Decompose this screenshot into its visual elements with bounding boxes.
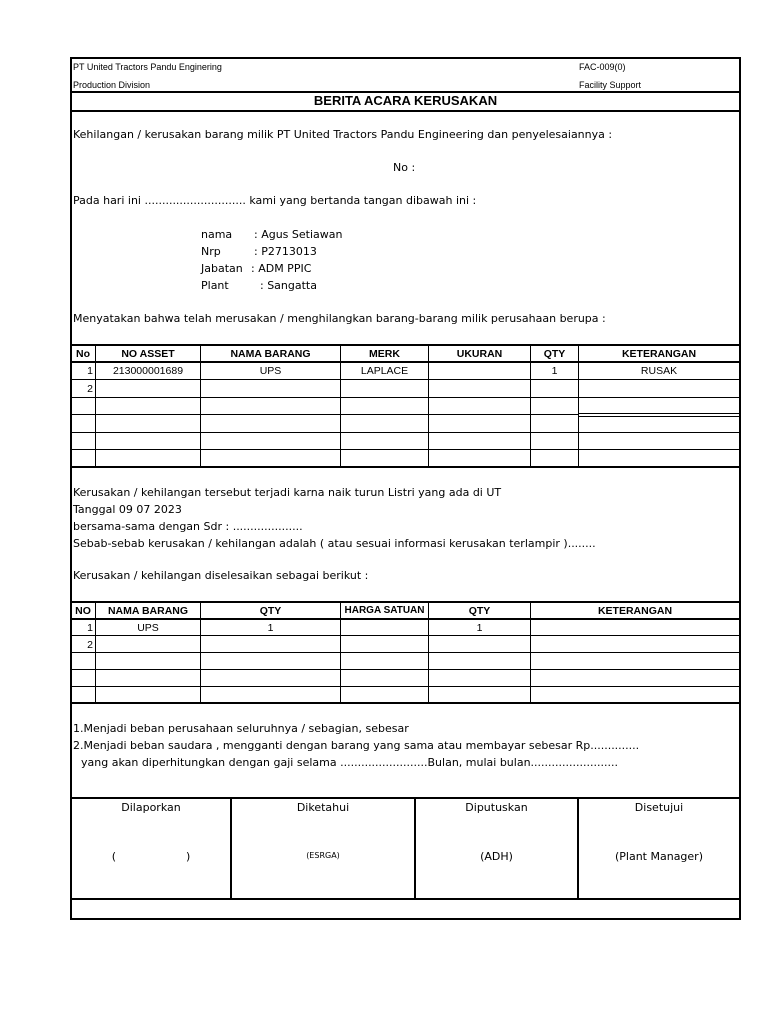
cause-date: Tanggal 09 07 2023 (73, 503, 182, 516)
t1-header-keterangan: KETERANGAN (621, 348, 697, 360)
settlement-option-2: 2.Menjadi beban saudara , mengganti dengan barang yang sama atau membayar sebesar Rp.............. (73, 739, 640, 752)
t2-row1-nama: UPS (137, 622, 159, 634)
t1-row1-keterangan: RUSAK (640, 365, 678, 377)
settlement-option-1: 1.Menjadi beban perusahaan seluruhnya / sebagian, sebesar (73, 722, 409, 735)
t2-header-harga: HARGA SATUAN (344, 605, 425, 616)
jabatan-label: Jabatan (201, 262, 243, 275)
plant-value: : Sangatta (260, 279, 317, 292)
t2-row1-qty2: 1 (476, 622, 483, 634)
t1-row-line (70, 414, 578, 415)
page-title: BERITA ACARA KERUSAKAN (313, 93, 498, 108)
t1-row-line (70, 432, 741, 433)
t1-row1-nama: UPS (259, 365, 282, 377)
t2-header-qty2: QTY (468, 605, 491, 617)
plant-label: Plant (201, 279, 229, 292)
settlement-option-2b: yang akan diperhitungkan dengan gaji selama .........................Bulan, mulai bulan......................... (81, 756, 618, 769)
resolution-intro: Kerusakan / kehilangan diselesaikan sebagai berikut : (73, 569, 369, 582)
sig-top (70, 797, 741, 799)
jabatan-value: : ADM PPIC (251, 262, 312, 275)
t2-header-qty: QTY (259, 605, 282, 617)
cause-reason: Sebab-sebab kerusakan / kehilangan adalah ( atau sesuai informasi kerusakan terlampir )........ (73, 537, 596, 550)
t1-row-line (70, 379, 741, 380)
t1-col (428, 345, 429, 467)
sig-dilaporkan-label: Dilaporkan (121, 801, 181, 814)
t1-row2-no: 2 (87, 383, 93, 395)
t1-row-line (578, 416, 740, 417)
t1-row1-no: 1 (87, 365, 93, 377)
cause-line: Kerusakan / kehilangan tersebut terjadi karna naik turun Listri yang ada di UT (73, 486, 502, 499)
nrp-label: Nrp (201, 245, 221, 258)
t2-row2-no: 2 (87, 639, 93, 651)
intro-line: Kehilangan / kerusakan barang milik PT United Tractors Pandu Engineering dan penyelesaiannya : (73, 128, 613, 141)
sig-disetujui-label: Disetujui (634, 801, 684, 814)
frame-top (70, 57, 741, 59)
t1-header-nama: NAMA BARANG (230, 348, 311, 360)
division-name: Production Division (73, 80, 151, 90)
t2-header-no: NO (75, 605, 91, 617)
t2-bottom (70, 702, 741, 704)
cause-witness: bersama-sama dengan Sdr : .................... (73, 520, 303, 533)
t2-row-line (70, 686, 741, 687)
nama-label: nama (201, 228, 233, 241)
t1-row-line (578, 413, 740, 414)
no-label: No : (393, 161, 416, 174)
t2-row1-qty: 1 (267, 622, 274, 634)
t1-row1-asset: 213000001689 (112, 365, 184, 377)
doc-code: FAC-009(0) (579, 62, 626, 72)
frame-left (70, 57, 72, 920)
title-divider (70, 110, 741, 112)
sig-bottom (70, 898, 741, 900)
t1-header-merk: MERK (369, 348, 400, 360)
sig-disetujui-name: (Plant Manager) (614, 850, 703, 863)
t1-row-line (70, 397, 578, 398)
t2-header-nama: NAMA BARANG (107, 605, 189, 617)
company-name: PT United Tractors Pandu Enginering (73, 62, 222, 72)
t1-row-line (578, 397, 740, 398)
frame-right (739, 57, 741, 920)
statement-line: Menyatakan bahwa telah merusakan / menghilangkan barang-barang milik perusahaan berupa : (73, 312, 606, 325)
t1-header-qty: QTY (543, 348, 566, 360)
t2-row-line (70, 652, 741, 653)
t1-row1-qty: 1 (551, 365, 558, 377)
nama-value: : Agus Setiawan (254, 228, 343, 241)
t1-header-asset: NO ASSET (121, 348, 175, 360)
sig-diputuskan-label: Diputuskan (465, 801, 528, 814)
sig-dilaporkan-name: ( ) (111, 850, 191, 863)
sig-diketahui-name: (ESRGA) (306, 851, 340, 860)
t1-header-ukuran: UKURAN (456, 348, 503, 360)
t2-row1-no: 1 (87, 622, 93, 634)
day-line: Pada hari ini ............................. kami yang bertanda tangan dibawah ini : (73, 194, 477, 207)
t2-header-keterangan: KETERANGAN (597, 605, 673, 617)
frame-bottom (70, 918, 741, 920)
department-name: Facility Support (579, 80, 642, 90)
t1-row-line (70, 449, 741, 450)
sig-diketahui-label: Diketahui (296, 801, 350, 814)
t1-row1-merk: LAPLACE (360, 365, 409, 377)
t1-bottom (70, 466, 741, 468)
sig-diputuskan-name: (ADH) (480, 850, 513, 863)
nrp-value: : P2713013 (254, 245, 317, 258)
t1-header-no: No (76, 348, 90, 360)
t2-row-line (70, 669, 741, 670)
